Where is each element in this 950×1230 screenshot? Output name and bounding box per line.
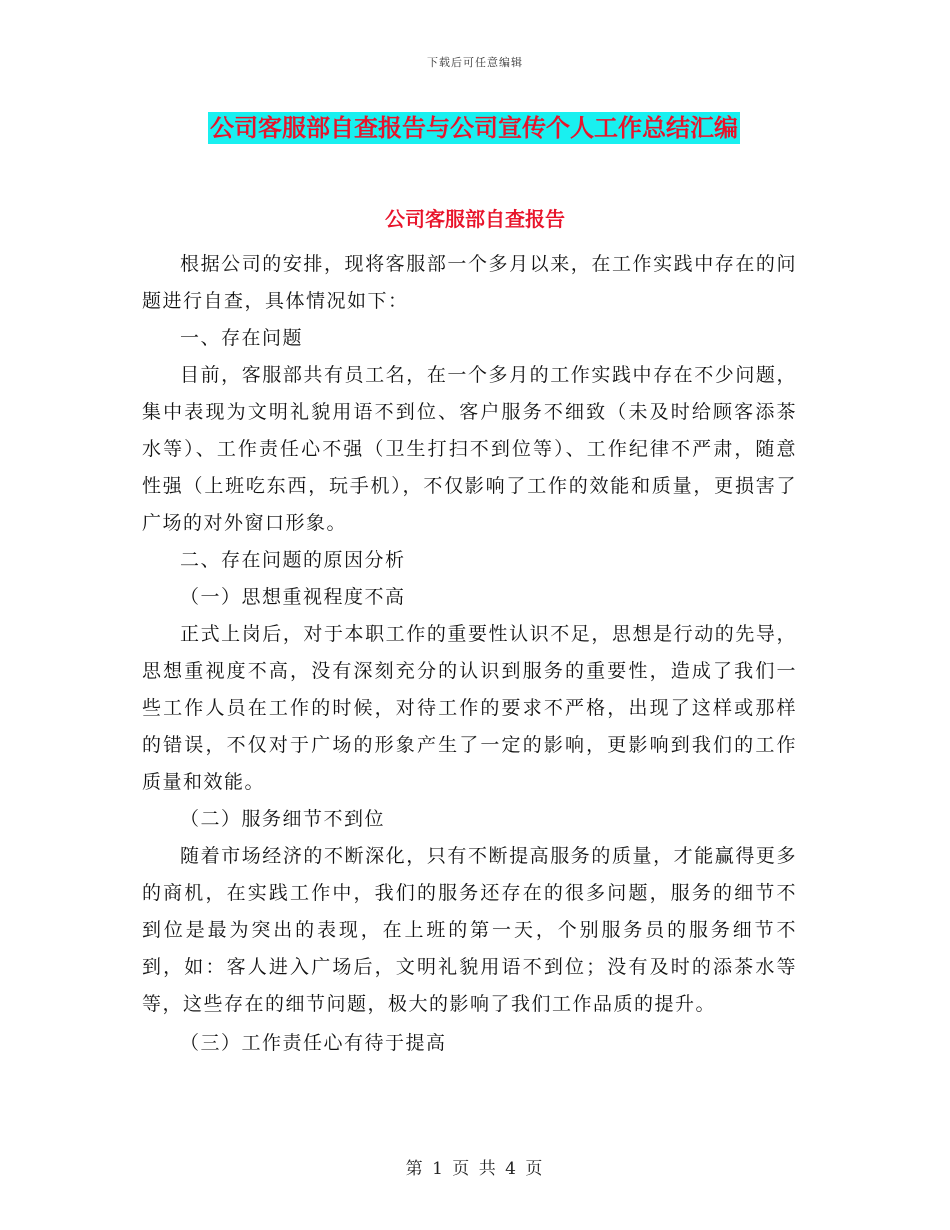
document-title: 公司客服部自查报告与公司宣传个人工作总结汇编: [210, 114, 738, 142]
paragraph-ideology: 正式上岗后，对于本职工作的重要性认识不足，思想是行动的先导，思想重视度不高，没有深刻充分的认识到服务的重要性，造成了我们一些工作人员在工作的时候，对待工作的要求不严格，出现了这样或那样的错误，不仅对于广场的形象产生了一定的影响，更影响到我们的工作质量和效能。: [142, 623, 797, 793]
paragraph-service-details: 随着市场经济的不断深化，只有不断提高服务的质量，才能赢得更多的商机，在实践工作中，我们的服务还存在的很多问题，服务的细节不到位是最为突出的表现，在上班的第一天，个别服务员的服务细节不到，如：客人进入广场后，文明礼貌用语不到位；没有及时的添茶水等等，这些存在的细节问题，极大的影响了我们工作品质的提升。: [142, 845, 797, 1015]
paragraph-problems: 目前，客服部共有员工名，在一个多月的工作实践中存在不少问题，集中表现为文明礼貌用语不到位、客户服务不细致（未及时给顾客添茶水等）、工作责任心不强（卫生打扫不到位等）、工作纪律不严肃，随意性强（上班吃东西，玩手机），不仅影响了工作的效能和质量，更损害了广场的对外窗口形象。: [142, 364, 797, 534]
heading-cause-analysis: 二、存在问题的原因分析: [180, 549, 406, 571]
page-number-footer: 第 1 页 共 4 页: [405, 1159, 545, 1179]
header-note: 下载后可任意编辑: [427, 56, 523, 69]
subheading-service-details: （二）服务细节不到位: [180, 808, 386, 830]
heading-existing-problems: 一、存在问题: [180, 327, 304, 349]
subheading-responsibility: （三）工作责任心有待于提高: [180, 1032, 447, 1054]
paragraph-intro: 根据公司的安排，现将客服部一个多月以来，在工作实践中存在的问题进行自查，具体情况如下：: [142, 253, 797, 312]
document-body: [142, 246, 797, 1062]
section-title: 公司客服部自查报告: [385, 207, 565, 231]
subheading-ideology: （一）思想重视程度不高: [180, 586, 406, 608]
